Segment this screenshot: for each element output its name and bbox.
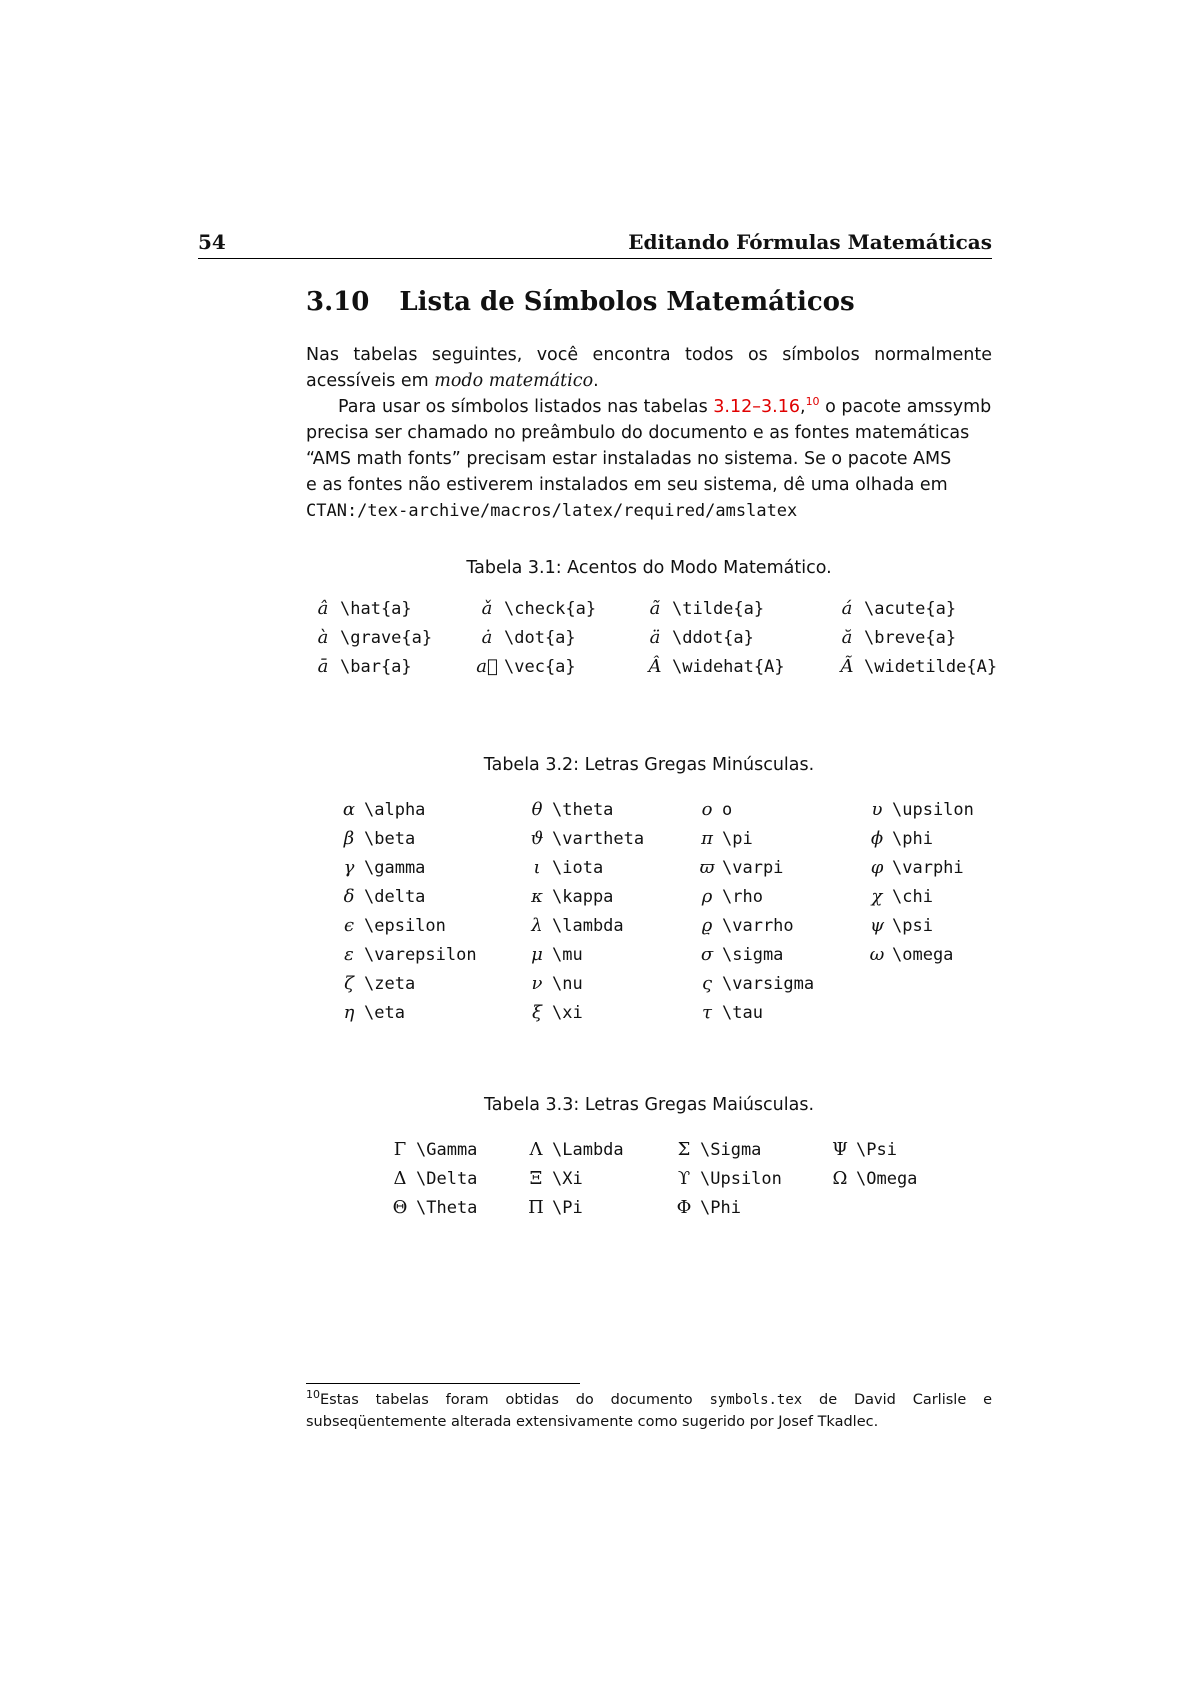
- symbol-glyph: λ: [531, 915, 543, 936]
- symbol-glyph: ȧ: [481, 627, 493, 648]
- symbol-glyph: Δ: [393, 1168, 407, 1189]
- symbol-glyph: σ: [700, 944, 714, 965]
- symbol-glyph: ϖ: [699, 857, 715, 878]
- latex-command: \Xi: [552, 1168, 583, 1189]
- latex-command: \widetilde{A}: [864, 656, 998, 677]
- symbol-glyph: Σ: [677, 1139, 691, 1160]
- symbol-glyph: ă: [841, 627, 853, 648]
- table-row: [306, 594, 1004, 623]
- latex-command: \varepsilon: [364, 944, 477, 965]
- symbol-glyph: ι: [533, 857, 541, 878]
- latex-command: \grave{a}: [340, 627, 433, 648]
- symbol-glyph: ε: [344, 944, 354, 965]
- symbol-glyph: Γ: [393, 1139, 407, 1160]
- latex-command: \acute{a}: [864, 598, 957, 619]
- lowercase-greek-table: [334, 795, 1022, 1027]
- intro-text: o pacote amssymb: [819, 397, 992, 417]
- paragraph-line: precisa ser chamado no preâmbulo do documento e as fontes matemáticas: [306, 423, 970, 443]
- latex-command: \epsilon: [364, 915, 446, 936]
- symbol-glyph: γ: [343, 857, 355, 878]
- latex-command: [892, 998, 1022, 1027]
- footnote-mark-link[interactable]: 10: [805, 395, 820, 409]
- symbol-glyph: ς: [701, 973, 713, 994]
- latex-command: \Theta: [416, 1197, 478, 1218]
- symbol-glyph: μ: [531, 944, 543, 965]
- table-row: [334, 824, 1022, 853]
- symbol-glyph: ψ: [869, 915, 885, 936]
- table-row: [306, 623, 1004, 652]
- footnote-mark: 10: [306, 1388, 320, 1402]
- latex-command: \vec{a}: [504, 656, 576, 677]
- symbol-glyph: Â: [648, 656, 662, 677]
- latex-command: \xi: [552, 1002, 583, 1023]
- latex-command: \varphi: [892, 857, 964, 878]
- footnote-text: Estas tabelas foram obtidas do documento: [320, 1392, 710, 1408]
- latex-command: \rho: [722, 886, 763, 907]
- symbol-glyph: χ: [871, 886, 883, 907]
- symbol-glyph: Ω: [832, 1168, 848, 1189]
- latex-command: \Sigma: [700, 1139, 762, 1160]
- running-head: [198, 226, 992, 259]
- latex-command: \iota: [552, 857, 604, 878]
- symbol-glyph: ν: [531, 973, 543, 994]
- latex-command: \varsigma: [722, 973, 815, 994]
- table-row: [334, 795, 1022, 824]
- latex-command: \tau: [722, 1002, 763, 1023]
- symbol-glyph: á: [841, 598, 853, 619]
- latex-command: \sigma: [722, 944, 784, 965]
- latex-command: o: [722, 799, 733, 820]
- symbol-glyph: θ: [531, 799, 543, 820]
- latex-command: [892, 969, 1022, 998]
- table-row: [334, 969, 1022, 998]
- symbol-glyph: ã: [649, 598, 661, 619]
- latex-command: \lambda: [552, 915, 624, 936]
- symbol-glyph: κ: [531, 886, 543, 907]
- table-row: [384, 1164, 966, 1193]
- symbol-glyph: τ: [702, 1002, 712, 1023]
- latex-command: \eta: [364, 1002, 405, 1023]
- latex-command: \check{a}: [504, 598, 597, 619]
- latex-command: [856, 1193, 966, 1222]
- emphasis-text: modo matemático: [434, 371, 594, 391]
- latex-command: \tilde{a}: [672, 598, 765, 619]
- latex-command: \varrho: [722, 915, 794, 936]
- section-title: Lista de Símbolos Matemáticos: [399, 287, 855, 317]
- symbol-glyph: ϑ: [530, 828, 544, 849]
- latex-command: \theta: [552, 799, 614, 820]
- symbol-glyph: δ: [343, 886, 355, 907]
- symbol-glyph: o: [701, 799, 713, 820]
- symbol-glyph: Λ: [529, 1139, 543, 1160]
- latex-command: \chi: [892, 886, 933, 907]
- table-row: [384, 1193, 966, 1222]
- symbol-glyph: Θ: [392, 1197, 408, 1218]
- symbol-glyph: β: [343, 828, 355, 849]
- accents-table: [306, 594, 1004, 681]
- symbol-glyph: φ: [870, 857, 884, 878]
- uppercase-greek-table: [384, 1135, 966, 1222]
- intro-text: Nas tabelas seguintes, você encontra todos os símbolos normalmente acessíveis em: [306, 345, 992, 391]
- latex-command: \nu: [552, 973, 583, 994]
- latex-command: \beta: [364, 828, 416, 849]
- footnote-text: de David Carlisle e subseqüentemente alterada extensivamente como sugerido por Josef Tkadlec.: [306, 1392, 992, 1430]
- symbol-glyph: Ψ: [832, 1139, 848, 1160]
- intro-paragraph-1: [306, 342, 992, 394]
- symbol-glyph: υ: [871, 799, 883, 820]
- table-row: [334, 882, 1022, 911]
- latex-command: \psi: [892, 915, 933, 936]
- latex-command: \upsilon: [892, 799, 974, 820]
- latex-command: \Pi: [552, 1197, 583, 1218]
- latex-command: \Gamma: [416, 1139, 478, 1160]
- intro-paragraph-2: [306, 394, 992, 524]
- page-number: 54: [198, 230, 226, 254]
- latex-command: \alpha: [364, 799, 426, 820]
- table-row: [334, 940, 1022, 969]
- latex-command: \Phi: [700, 1197, 741, 1218]
- symbol-glyph: ζ: [344, 973, 354, 994]
- symbol-glyph: ρ: [701, 886, 713, 907]
- latex-command: \delta: [364, 886, 426, 907]
- table-range-link[interactable]: 3.12–3.16: [713, 397, 800, 417]
- symbol-glyph: ϱ: [701, 915, 713, 936]
- symbol-glyph: Ã: [840, 656, 854, 677]
- table-row: [334, 911, 1022, 940]
- symbol-glyph: Π: [528, 1197, 544, 1218]
- latex-command: \omega: [892, 944, 954, 965]
- footnote-filename: symbols.tex: [709, 1392, 803, 1408]
- symbol-glyph: ϒ: [677, 1168, 691, 1189]
- paragraph-line: “AMS math fonts” precisam estar instaladas no sistema. Se o pacote AMS: [306, 449, 952, 469]
- table-row: [384, 1135, 966, 1164]
- table-row: [334, 853, 1022, 882]
- latex-command: \Psi: [856, 1139, 897, 1160]
- table-2-caption: Tabela 3.2: Letras Gregas Minúsculas.: [483, 755, 815, 775]
- latex-command: \kappa: [552, 886, 614, 907]
- latex-command: \widehat{A}: [672, 656, 785, 677]
- intro-text: ,: [799, 397, 806, 417]
- ctan-path: CTAN:/tex-archive/macros/latex/required/amslatex: [306, 501, 798, 521]
- section-heading: [306, 287, 855, 317]
- table-row: [306, 652, 1004, 681]
- footnote: [306, 1389, 992, 1433]
- symbol-glyph: ϕ: [870, 828, 884, 849]
- table-row: [334, 998, 1022, 1027]
- latex-command: \hat{a}: [340, 598, 412, 619]
- intro-text: Para usar os símbolos listados nas tabelas: [338, 397, 714, 417]
- latex-command: \pi: [722, 828, 753, 849]
- symbol-glyph: a⃗: [476, 656, 498, 677]
- latex-command: \Omega: [856, 1168, 918, 1189]
- symbol-glyph: ϵ: [343, 915, 355, 936]
- latex-command: \varpi: [722, 857, 784, 878]
- symbol-glyph: ω: [869, 944, 885, 965]
- table-1-caption: Tabela 3.1: Acentos do Modo Matemático.: [466, 558, 832, 578]
- latex-command: \gamma: [364, 857, 426, 878]
- symbol-glyph: η: [343, 1002, 355, 1023]
- symbol-glyph: ā: [317, 656, 329, 677]
- footnote-rule: [306, 1383, 580, 1384]
- latex-command: \zeta: [364, 973, 416, 994]
- latex-command: \mu: [552, 944, 583, 965]
- latex-command: \bar{a}: [340, 656, 412, 677]
- symbol-glyph: [824, 1193, 856, 1222]
- paragraph-line: e as fontes não estiverem instalados em seu sistema, dê uma olhada em: [306, 475, 948, 495]
- latex-command: \breve{a}: [864, 627, 957, 648]
- symbol-glyph: [862, 998, 892, 1027]
- intro-text: .: [593, 371, 599, 391]
- latex-command: \dot{a}: [504, 627, 576, 648]
- latex-command: \Delta: [416, 1168, 478, 1189]
- symbol-glyph: ä: [649, 627, 661, 648]
- symbol-glyph: [862, 969, 892, 998]
- symbol-glyph: ξ: [532, 1002, 542, 1023]
- latex-command: \ddot{a}: [672, 627, 754, 648]
- latex-command: \Upsilon: [700, 1168, 782, 1189]
- latex-command: \phi: [892, 828, 933, 849]
- symbol-glyph: π: [701, 828, 713, 849]
- symbol-glyph: α: [342, 799, 356, 820]
- symbol-glyph: Φ: [676, 1197, 692, 1218]
- latex-command: \Lambda: [552, 1139, 624, 1160]
- symbol-glyph: ǎ: [481, 598, 493, 619]
- paragraph-line: [306, 394, 992, 420]
- table-3-caption: Tabela 3.3: Letras Gregas Maiúsculas.: [483, 1095, 815, 1115]
- symbol-glyph: à: [317, 627, 329, 648]
- latex-command: \vartheta: [552, 828, 645, 849]
- symbol-glyph: Ξ: [529, 1168, 543, 1189]
- symbol-glyph: â: [317, 598, 329, 619]
- running-title: Editando Fórmulas Matemáticas: [628, 230, 992, 254]
- section-number: 3.10: [306, 287, 370, 317]
